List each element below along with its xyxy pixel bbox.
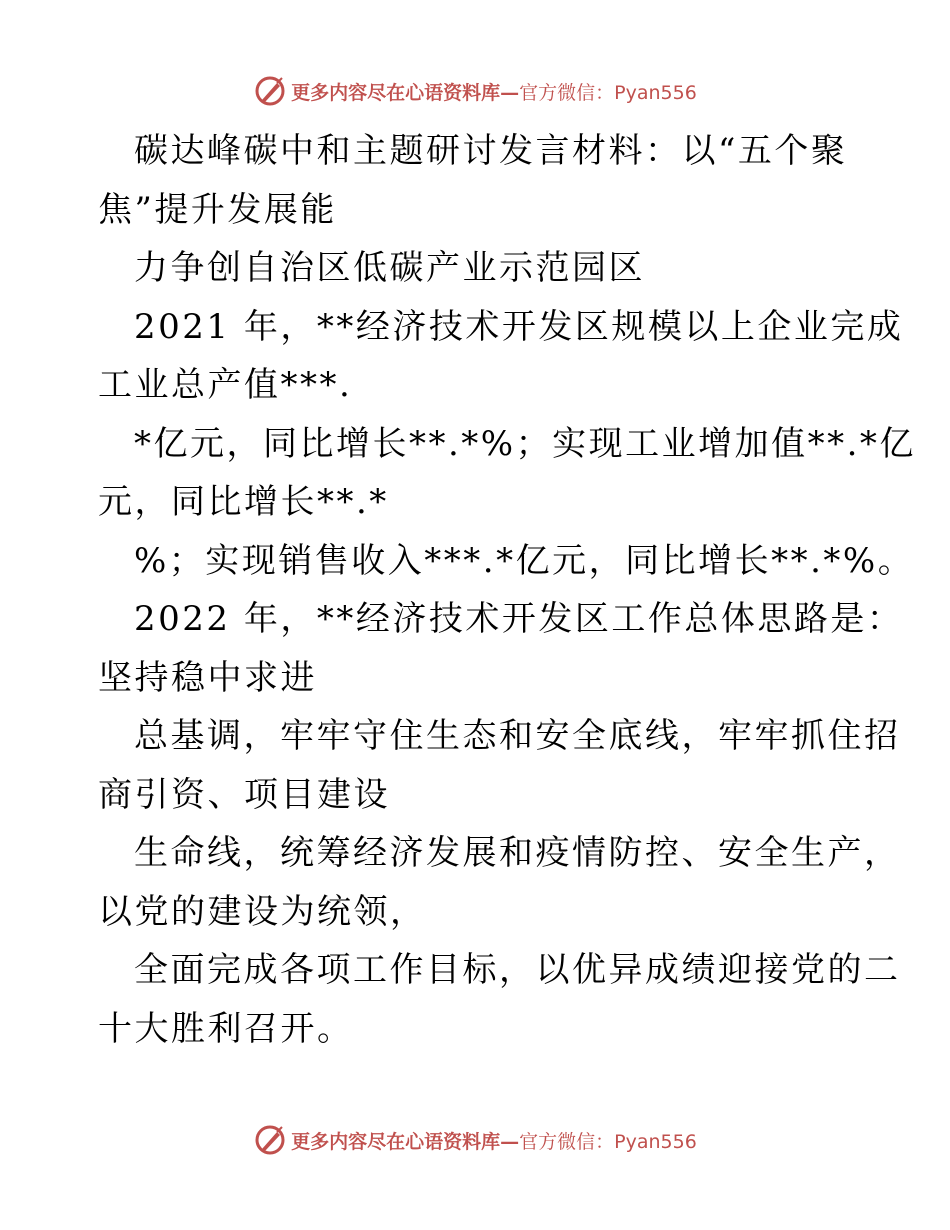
paragraph-line: 十大胜利召开。 [98, 1008, 354, 1049]
header-banner-main: 更多内容尽在心语资料库 [291, 81, 501, 104]
document-body [98, 122, 916, 1058]
quill-logo-icon [253, 1123, 287, 1157]
paragraph-line: *亿元，同比增长**.*%；实现工业增加值**.*亿 [134, 423, 916, 464]
paragraph-line: 总基调，牢牢守住生态和安全底线，牢牢抓住招 [134, 716, 901, 756]
paragraph-line: 2022 年，**经济技术开发区工作总体思路是： [134, 599, 904, 639]
paragraph-line: 坚持稳中求进 [98, 657, 317, 698]
footer-banner-wechat: 官方微信：Pyan556 [519, 1130, 697, 1153]
paragraph-line: 2021 年，**经济技术开发区规模以上企业完成 [134, 306, 904, 347]
paragraph-line: 以党的建设为统领， [98, 891, 427, 932]
footer-banner-sep: — [500, 1130, 520, 1153]
header-banner-sep: — [500, 81, 520, 104]
paragraph-line: 碳达峰碳中和主题研讨发言材料：以“五个聚 [134, 131, 848, 171]
quill-logo-icon [253, 74, 287, 108]
paragraph-line: 商引资、项目建设 [98, 774, 390, 815]
paragraph-line: 焦”提升发展能 [98, 189, 337, 230]
paragraph-line: 元，同比增长**.* [98, 482, 389, 522]
header-banner [0, 69, 950, 113]
footer-banner [0, 1118, 950, 1162]
footer-banner-main: 更多内容尽在心语资料库 [291, 1130, 501, 1153]
footer-banner-text [291, 1127, 697, 1154]
paragraph-line: 力争创自治区低碳产业示范园区 [134, 248, 645, 288]
header-banner-text [291, 78, 697, 105]
header-banner-wechat: 官方微信：Pyan556 [519, 81, 697, 104]
paragraph-line: %；实现销售收入***.*亿元，同比增长**.*%。 [134, 540, 915, 581]
paragraph-line: 工业总产值***. [98, 365, 353, 405]
paragraph-line: 全面完成各项工作目标，以优异成绩迎接党的二 [134, 950, 901, 990]
paragraph-line: 生命线，统筹经济发展和疫情防控、安全生产， [134, 833, 901, 873]
